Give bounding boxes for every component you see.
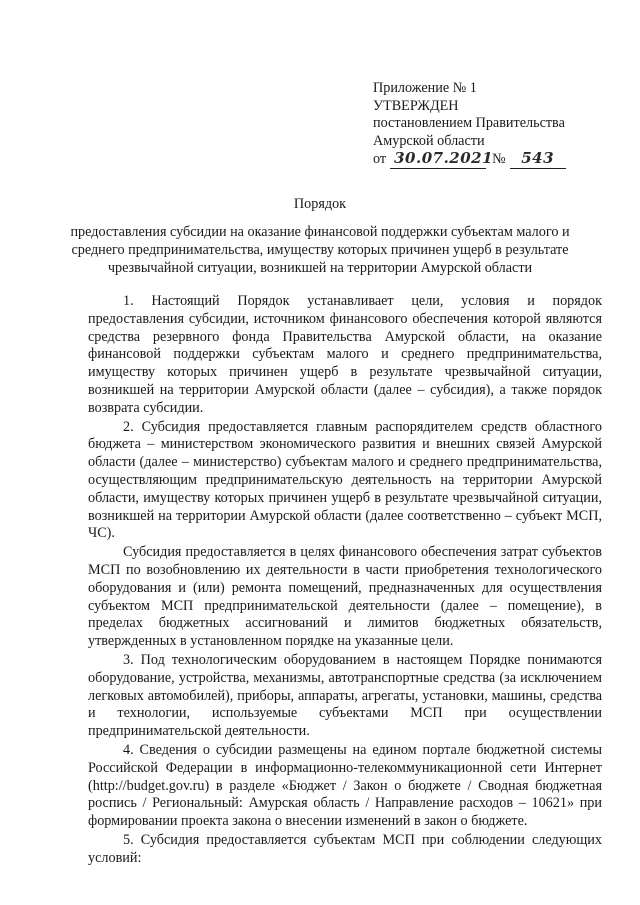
paragraph-1: 1. Настоящий Порядок устанавливает цели, условия и порядок предоставления субсидии, источником финансового обеспечения которой являются средства резервного фонда Правительства Амурской области, на оказание финансовой поддержки субъектам малого и среднего предпринимательства, имуществу которых причинен ущерб в результате чрезвычайной ситуации, возникшей на территории Амурской области (далее – субсидия), а также порядок возврата субсидии. [88,293,602,416]
paragraph-5: 5. Субсидия предоставляется субъектам МСП при соблюдении следующих условий: [88,831,602,866]
appendix-label: Приложение № 1 [373,80,477,96]
title-subtitle: предоставления субсидии на оказание финансовой поддержки субъектам малого и среднего предпринимательства, имуществу которых причинен ущерб в результате чрезвычайной ситуации, возникшей на территории Амурской области [70,224,570,276]
title-heading: Порядок [293,196,347,212]
date-number-line [373,150,623,169]
paragraph-2-continued: Субсидия предоставляется в целях финансового обеспечения затрат субъектов МСП по возобновлению их деятельности в части приобретения технологического оборудования и (или) ремонта помещений, предназначенных для осуществления субъектом МСП предпринимательской деятельности (далее – помещение), в пределах бюджетных ассигнований и лимитов бюджетных обязательств, утвержденных в установленном порядке на указанные цели. [88,544,602,650]
document-title [60,195,580,277]
paragraph-3: 3. Под технологическим оборудованием в настоящем Порядке понимаются оборудование, устройства, механизмы, автотранспортные средства (за исключением легковых автомобилей), приборы, аппараты, агрегаты, установки, машины, средства и технологии, используемые субъектами МСП при осуществлении предпринимательской деятельности. [88,651,602,740]
paragraph-4: 4. Сведения о субсидии размещены на едином портале бюджетной системы Российской Федерации в информационно-телекоммуникационной сети Интернет (http://budget.gov.ru) в разделе «Бюджет / Закон о бюджете / Сводная бюджетная роспись / Региональный: Амурская область / Направление расходов – 10621» при формировании проекта закона о внесении изменений в закон о бюджете. [88,741,602,830]
approved-label: УТВЕРЖДЕН [373,97,459,114]
approval-stamp [373,80,623,169]
document-body [88,293,602,869]
number-prefix: № [492,151,506,167]
paragraph-2: 2. Субсидия предоставляется главным распорядителем средств областного бюджета – министерством экономического развития и внешних связей Амурской области (далее – министерство) субъектам малого и среднего предпринимательства, осуществляющим предпринимательскую деятельность на территории Амурской области, имуществу которых причинен ущерб в результате чрезвычайной ситуации, возникшей на территории Амурской области (далее соответственно – субъект МСП, ЧС). [88,418,602,542]
resolution-label: постановлением Правительства [373,115,565,131]
date-prefix: от [373,151,387,167]
handwritten-date: 30.07.2021 [390,150,486,169]
region-label: Амурской области [373,132,485,149]
handwritten-number: 543 [510,150,566,169]
